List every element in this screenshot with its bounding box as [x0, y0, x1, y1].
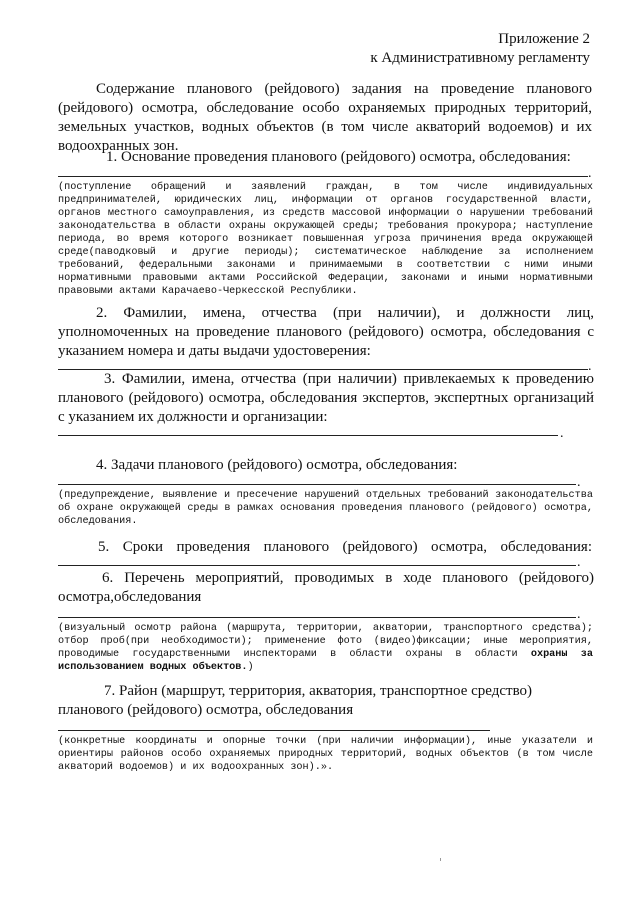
section-1-blank	[58, 176, 588, 177]
section-5-period: .	[577, 555, 581, 570]
section-4-note: (предупреждение, выявление и пресечение нарушений отдельных требований законодательства об охране окружающей среды в рамках основания проведения планового (рейдового) осмотра, обследования.	[58, 490, 593, 527]
section-1-note: (поступление обращений и заявлений граждан, в том числе индивидуальных предпринимателей, юридических лиц, информации от органов государственной власти, органов местного самоуправления, из средств массовой информации о нарушении требований законодательства в области охраны окружающей среды; требования прокурора; наступление периода, во время которого возникает повышенная угроза причинения вреда окружающей среде(паводковый и другие периоды); систематическое наблюдение за исполнением требований, федеральными законами и принимаемыми в соответствии с ними иными нормативными правовыми актами Российской Федерации, законами и иными нормативными правовыми актами Карачаево-Черкесской Республики.	[58, 182, 593, 297]
section-6-note-bold: охраны за использованием водных объектов.	[58, 649, 594, 673]
section-7-note: (конкретные координаты и опорные точки (при наличии информации), иные указатели и ориентиры районов особо охраняемых природных территорий, водных объектов (в том числе акваторий водоемов) и их водоохранных зон).».	[58, 736, 593, 773]
section-6-note	[58, 622, 593, 674]
section-6-heading: 6. Перечень мероприятий, проводимых в ходе планового (рейдового) осмотра,обследования	[58, 570, 594, 605]
appendix-header	[300, 30, 590, 68]
section-5-heading: 5. Сроки проведения планового (рейдового) осмотра, обследования:	[98, 539, 592, 555]
section-2-period: .	[588, 359, 592, 374]
section-6-period: .	[577, 607, 581, 622]
section-3-blank	[58, 435, 558, 436]
document-title: Содержание планового (рейдового) задания на проведение планового (рейдового) осмотра, обследование особо охраняемых природных территорий, земельных участков, водных объектов (в том числе акваторий водоемов) и их водоохранных зон.	[58, 81, 592, 154]
scan-speck	[440, 858, 441, 861]
section-5-blank	[58, 565, 576, 566]
section-2-heading: 2. Фамилии, имена, отчества (при наличии), и должности лиц, уполномоченных на проведение планового (рейдового) осмотра, обследования с указанием номера и даты выдачи удостоверения:	[58, 305, 594, 359]
section-6-note-text: (визуальный осмотр района (маршрута, территории, акватории, транспортного средства); отбор проб(при необходимости); применение фото (видео)фиксации; иные мероприятия, проводимые государственными инспекторами в области охраны в области	[58, 623, 593, 660]
section-7-blank	[58, 730, 490, 731]
section-4-heading: 4. Задачи планового (рейдового) осмотра, обследования:	[96, 457, 458, 473]
section-3-heading: 3. Фамилии, имена, отчества (при наличии) привлекаемых к проведению планового (рейдового) осмотра, обследования экспертов, экспертных организаций с указанием их должности и организации:	[58, 371, 594, 425]
section-4-period: .	[577, 475, 581, 490]
section-4-blank	[58, 484, 576, 485]
appendix-regulation: к Административному регламенту	[370, 50, 590, 66]
section-7-heading: 7. Район (маршрут, территория, акватория, транспортное средство) планового (рейдового) осмотра, обследования	[58, 683, 533, 718]
section-3-period: .	[560, 426, 564, 441]
appendix-number: Приложение 2	[498, 31, 590, 47]
section-6-blank	[58, 617, 576, 618]
section-6-note-end: )	[247, 662, 254, 673]
section-1-heading: 1. Основание проведения планового (рейдового) осмотра, обследования:	[106, 149, 571, 165]
section-1-period: .	[588, 166, 592, 181]
